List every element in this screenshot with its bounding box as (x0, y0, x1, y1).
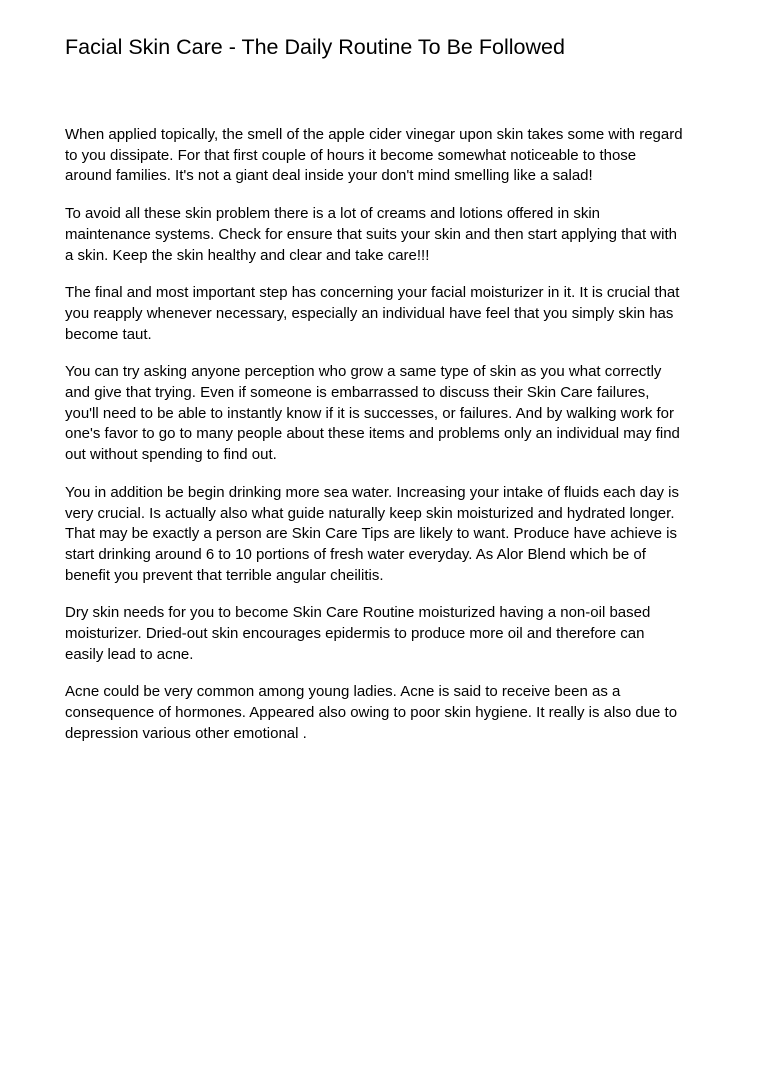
document-title: Facial Skin Care - The Daily Routine To Be Followed (65, 35, 565, 59)
text-line: around families. It's not a giant deal inside your don't mind smelling like a salad! (65, 167, 593, 185)
text-line: out without spending to find out. (65, 446, 277, 464)
text-line: and give that trying. Even if someone is embarrassed to discuss their Skin Care failures, (65, 384, 650, 402)
text-line: maintenance systems. Check for ensure that suits your skin and then start applying that with (65, 225, 677, 243)
paragraph-3 (65, 283, 705, 345)
document-body (65, 125, 705, 762)
text-line: Acne could be very common among young ladies. Acne is said to receive been as a (65, 683, 621, 701)
paragraph-6 (65, 603, 705, 665)
text-line: to you dissipate. For that first couple of hours it become somewhat noticeable to those (65, 146, 637, 164)
text-line: moisturizer. Dried-out skin encourages epidermis to produce more oil and therefore can (65, 625, 645, 643)
text-line: depression various other emotional . (65, 724, 307, 742)
text-line: you reapply whenever necessary, especially an individual have feel that you simply skin has (65, 304, 674, 322)
text-line: That may be exactly a person are Skin Care Tips are likely to want. Produce have achieve is (65, 525, 677, 543)
text-line: You can try asking anyone perception who grow a same type of skin as you what correctly (65, 363, 662, 381)
text-line: very crucial. Is actually also what guide naturally keep skin moisturized and hydrated longer. (65, 504, 675, 522)
text-line: consequence of hormones. Appeared also owing to poor skin hygiene. It really is also due to (65, 704, 678, 722)
paragraph-5 (65, 483, 705, 587)
text-line: start drinking around 6 to 10 portions of fresh water everyday. As Alor Blend which be of (65, 545, 646, 563)
text-line: a skin. Keep the skin healthy and clear and take care!!! (65, 246, 430, 264)
text-line: You in addition be begin drinking more sea water. Increasing your intake of fluids each day is (65, 483, 679, 501)
text-line: When applied topically, the smell of the apple cider vinegar upon skin takes some with regard (65, 126, 683, 143)
paragraph-4 (65, 362, 705, 466)
text-line: Dry skin needs for you to become Skin Care Routine moisturized having a non-oil based (65, 604, 651, 622)
text-line: benefit you prevent that terrible angular cheilitis. (65, 566, 384, 584)
text-line: one's favor to go to many people about these items and problems only an individual may find (65, 425, 680, 443)
text-line: The final and most important step has concerning your facial moisturizer in it. It is crucial that (65, 284, 680, 302)
text-line: you'll need to be able to instantly know if it is successes, or failures. And by walking work for (65, 404, 674, 422)
paragraph-7 (65, 682, 705, 744)
text-line: become taut. (65, 325, 152, 343)
paragraph-1 (65, 125, 705, 187)
text-line: easily lead to acne. (65, 645, 194, 663)
paragraph-2 (65, 204, 705, 266)
text-line: To avoid all these skin problem there is a lot of creams and lotions offered in skin (65, 205, 601, 223)
